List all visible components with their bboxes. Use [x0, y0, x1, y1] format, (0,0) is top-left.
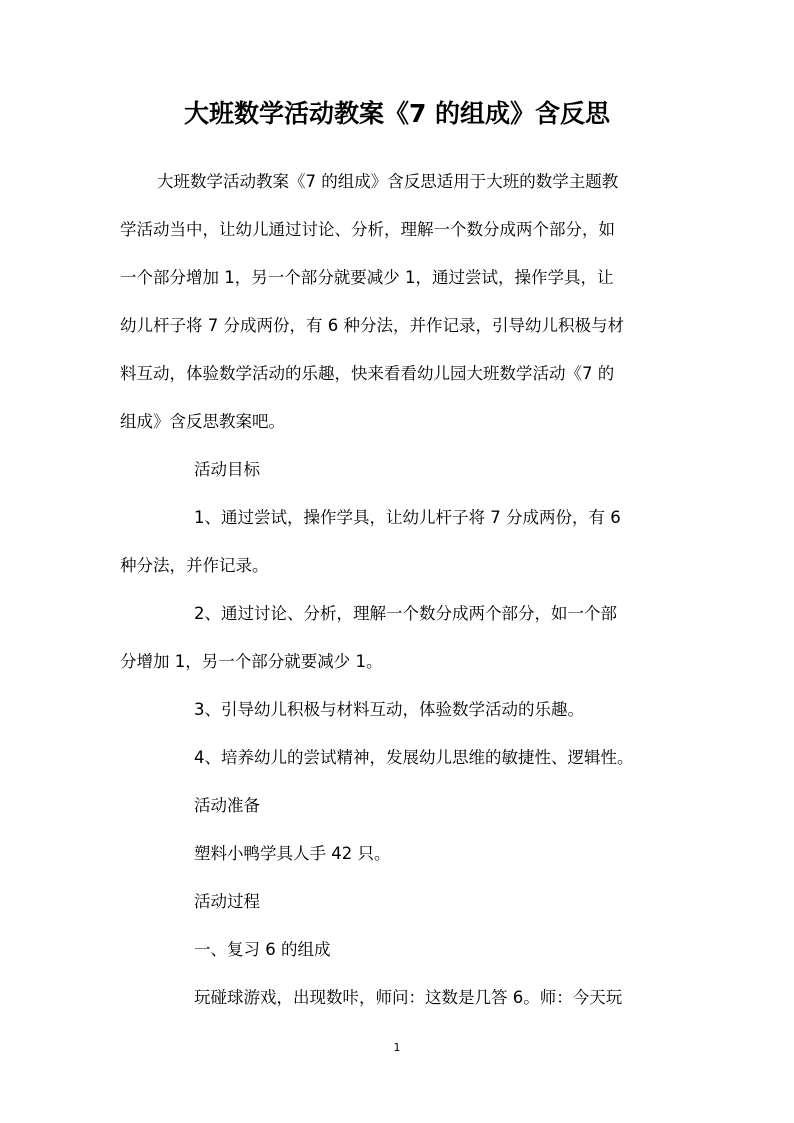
- goal-1-line-2: 种分法，并作记录。: [120, 556, 269, 575]
- step-1-text: 玩碰球游戏，出现数咔，师问：这数是几答 6。师：今天玩: [194, 988, 623, 1007]
- page-number: 1: [393, 1041, 401, 1054]
- section-heading-preparation: 活动准备: [194, 796, 260, 815]
- intro-line-2: 学活动当中，让幼儿通过讨论、分析，理解一个数分成两个部分，如: [120, 220, 615, 239]
- section-heading-goals: 活动目标: [194, 460, 260, 479]
- intro-line-4: 幼儿杆子将 7 分成两份，有 6 种分法，并作记录，引导幼儿积极与材: [120, 316, 624, 335]
- intro-line-1: 大班数学活动教案《7 的组成》含反思适用于大班的数学主题教: [157, 172, 619, 191]
- step-1-heading: 一、复习 6 的组成: [194, 940, 331, 959]
- goal-3: 3、引导幼儿积极与材料互动，体验数学活动的乐趣。: [194, 700, 584, 719]
- goal-4: 4、培养幼儿的尝试精神，发展幼儿思维的敏捷性、逻辑性。: [194, 748, 634, 767]
- preparation-item: 塑料小鸭学具人手 42 只。: [194, 844, 391, 863]
- intro-line-3: 一个部分增加 1，另一个部分就要减少 1，通过尝试，操作学具，让: [120, 268, 614, 287]
- goal-2-line-2: 分增加 1，另一个部分就要减少 1。: [120, 652, 383, 671]
- goal-2-line-1: 2、通过讨论、分析，理解一个数分成两个部分，如一个部: [194, 604, 617, 623]
- intro-line-5: 料互动，体验数学活动的乐趣，快来看看幼儿园大班数学活动《7 的: [120, 364, 615, 383]
- section-heading-process: 活动过程: [194, 892, 260, 911]
- page-title: 大班数学活动教案《7 的组成》含反思: [183, 99, 611, 128]
- intro-line-6: 组成》含反思教案吧。: [120, 412, 285, 431]
- document-body: [120, 158, 686, 1022]
- goal-1-line-1: 1、通过尝试，操作学具，让幼儿杆子将 7 分成两份，有 6: [194, 508, 621, 527]
